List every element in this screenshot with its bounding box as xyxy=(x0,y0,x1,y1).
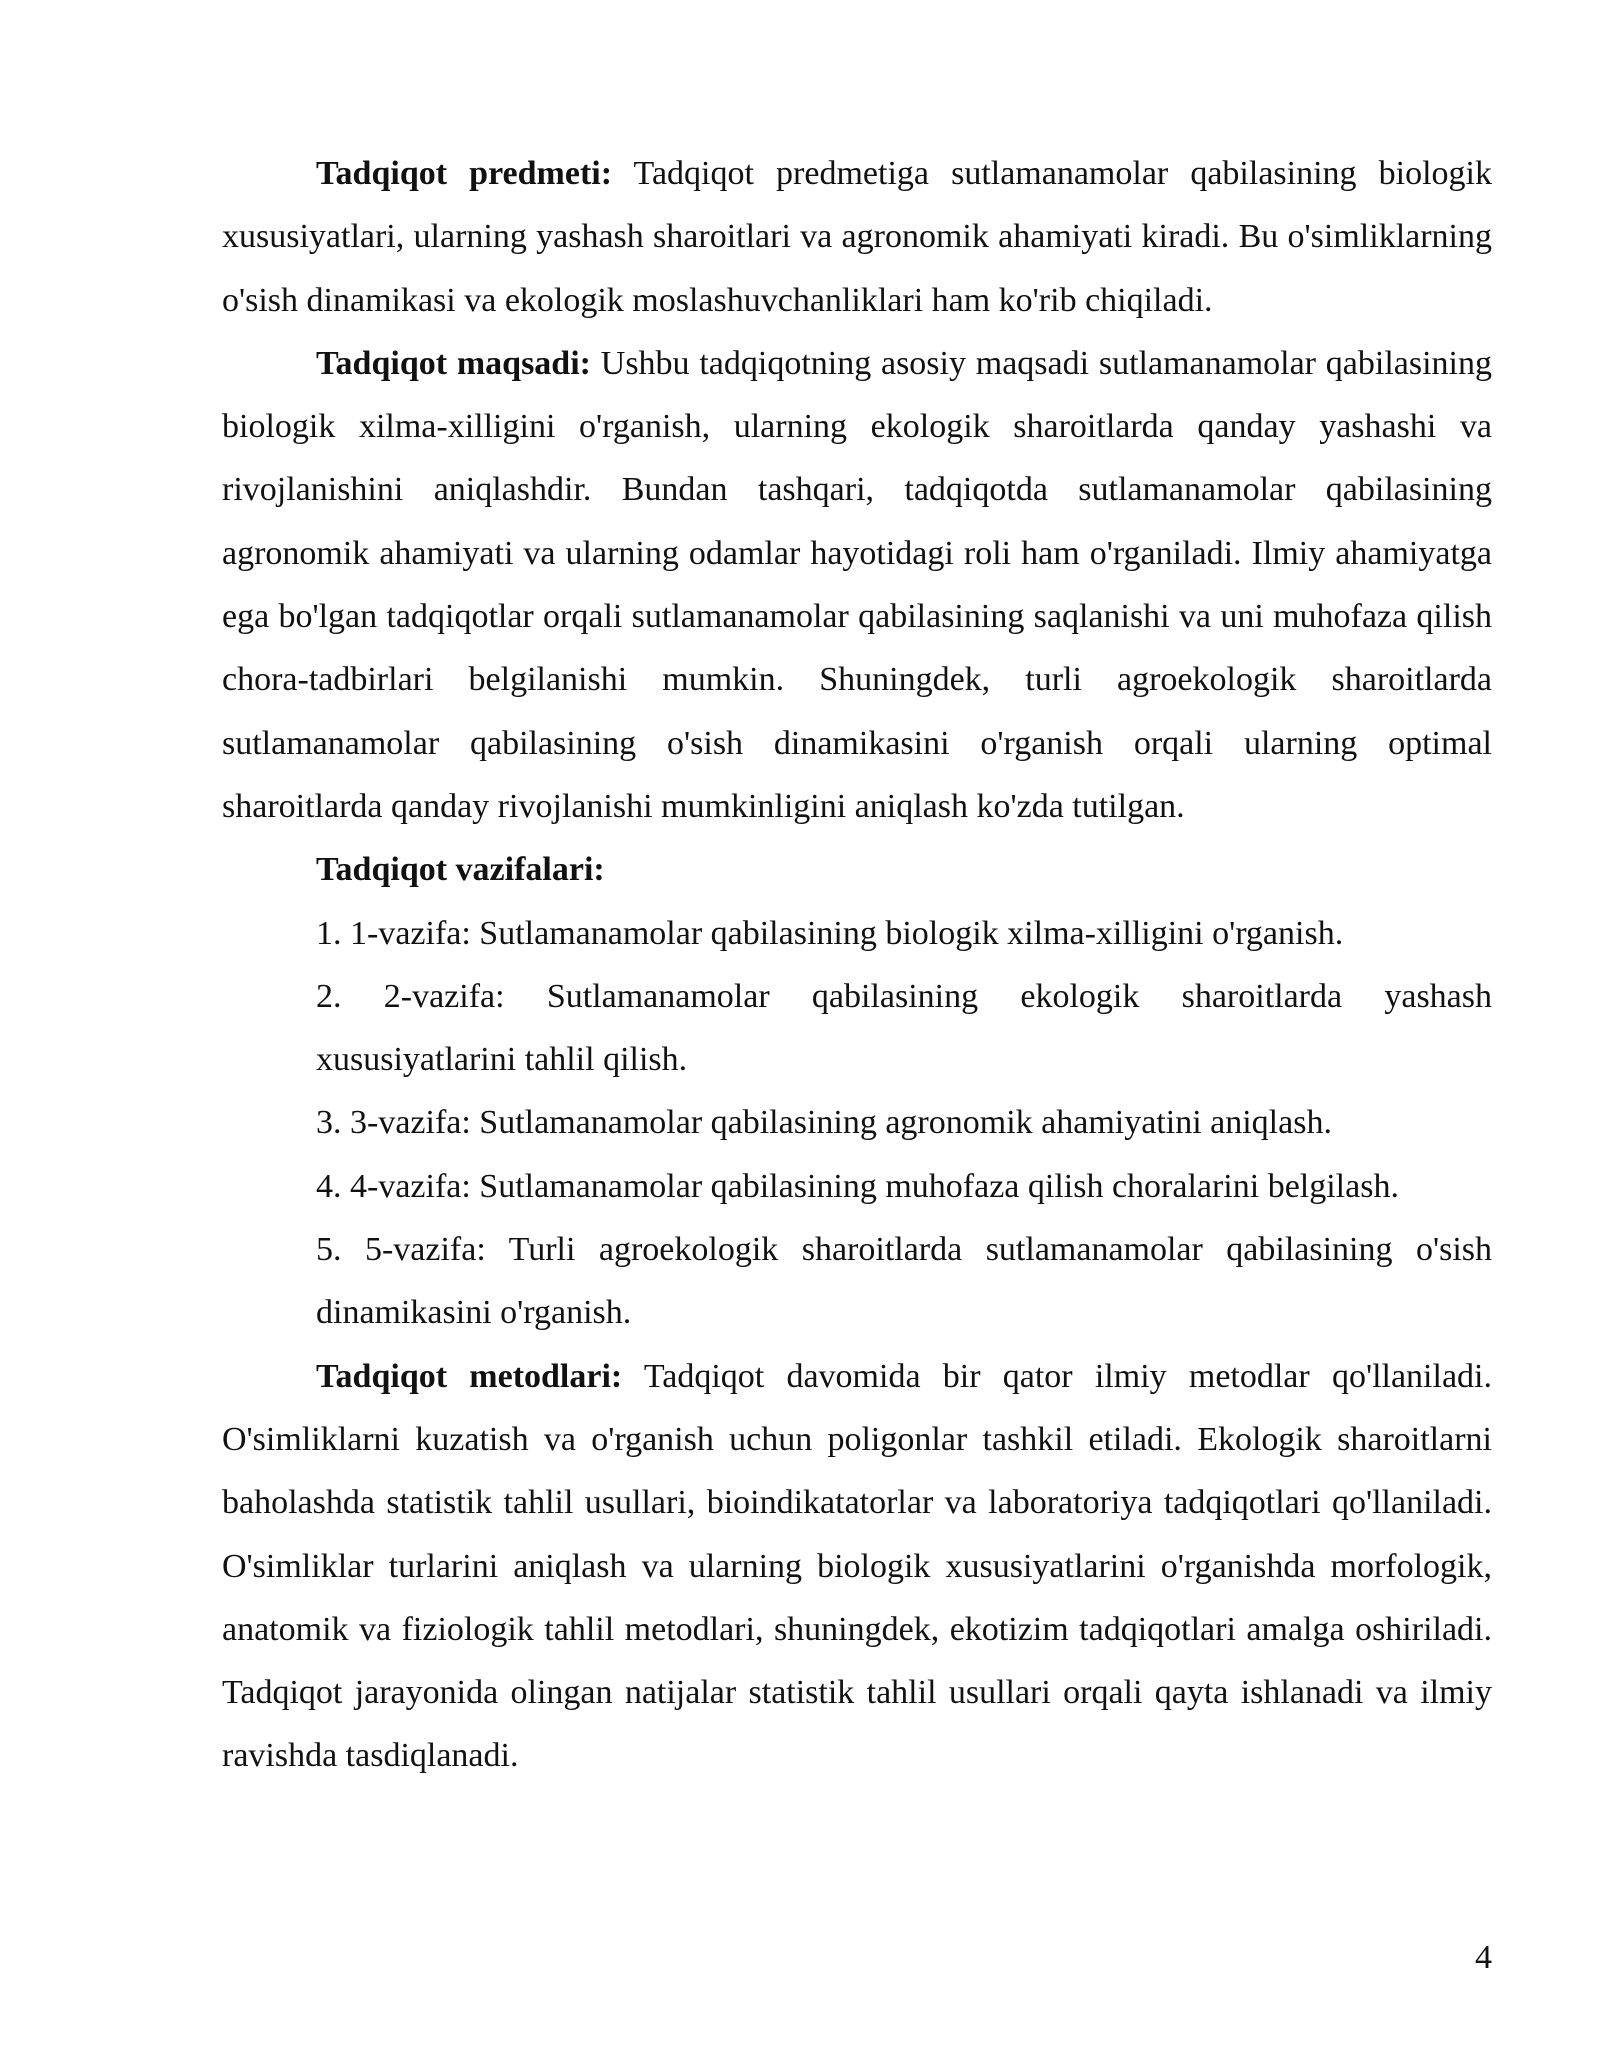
text-predmet: Tadqiqot predmetiga sutlamanamolar qabilasining biologik xususiyatlari, ularning yashash sharoitlari va agronomik ahamiyati kiradi. Bu o'simliklarning o'sish dinamikasi va ekologik moslashuvchanliklari ham ko'rib chiqiladi. xyxy=(222,155,1492,319)
text-metodlar: Tadqiqot davomida bir qator ilmiy metodlar qo'llaniladi. O'simliklarni kuzatish va o'rganish uchun poligonlar tashkil etiladi. Ekologik sharoitlarni baholashda statistik tahlil usullari, bioindikatatorlar va laboratoriya tadqiqotlari qo'llaniladi. O'simliklar turlarini aniqlash va ularning biologik xususiyatlarini o'rganishda morfologik, anatomik va fiziologik tahlil metodlari, shuningdek, ekotizim tadqiqotlari amalga oshiriladi. Tadqiqot jarayonida olingan natijalar statistik tahlil usullari orqali qayta ishlanadi va ilmiy ravishda tasdiqlanadi. xyxy=(222,1357,1492,1775)
paragraph-predmet xyxy=(222,142,1492,332)
list-item: 5. 5-vazifa: Turli agroekologik sharoitlarda sutlamanamolar qabilasining o'sish dinamikasini o'rganish. xyxy=(316,1231,1492,1332)
list-item: 2. 2-vazifa: Sutlamanamolar qabilasining ekologik sharoitlarda yashash xususiyatlarini tahlil qilish. xyxy=(316,977,1492,1079)
list-item: 3. 3-vazifa: Sutlamanamolar qabilasining agronomik ahamiyatini aniqlash. xyxy=(316,1104,1332,1142)
list-item: 1. 1-vazifa: Sutlamanamolar qabilasining biologik xilma-xilligini o'rganish. xyxy=(316,914,1344,952)
list-item: 4. 4-vazifa: Sutlamanamolar qabilasining muhofaza qilish choralarini belgilash. xyxy=(316,1167,1399,1205)
page-number: 4 xyxy=(1475,1939,1492,1976)
heading-vazifalar-line xyxy=(222,838,1492,901)
heading-vazifalar: Tadqiqot vazifalari: xyxy=(316,851,605,889)
paragraph-metodlar xyxy=(222,1345,1492,1788)
vazifalar-list xyxy=(222,902,1492,1345)
paragraph-maqsad xyxy=(222,332,1492,838)
heading-metodlar: Tadqiqot metodlari: xyxy=(316,1357,623,1395)
text-maqsad: Ushbu tadqiqotning asosiy maqsadi sutlamanamolar qabilasining biologik xilma-xilligini o'rganish, ularning ekologik sharoitlarda qanday yashashi va rivojlanishini aniqlashdir. Bundan tashqari, tadqiqotda sutlamanamolar qabilasining agronomik ahamiyati va ularning odamlar hayotidagi roli ham o'rganiladi. Ilmiy ahamiyatga ega bo'lgan tadqiqotlar orqali sutlamanamolar qabilasining saqlanishi va uni muhofaza qilish chora-tadbirlari belgilanishi mumkin. Shuningdek, turli agroekologik sharoitlarda sutlamanamolar qabilasining o'sish dinamikasini o'rganish orqali ularning optimal sharoitlarda qanday rivojlanishi mumkinligini aniqlash ko'zda tutilgan. xyxy=(222,344,1492,825)
page-content xyxy=(222,142,1492,1788)
heading-maqsad: Tadqiqot maqsadi: xyxy=(316,344,591,382)
heading-predmet: Tadqiqot predmeti: xyxy=(316,155,613,192)
